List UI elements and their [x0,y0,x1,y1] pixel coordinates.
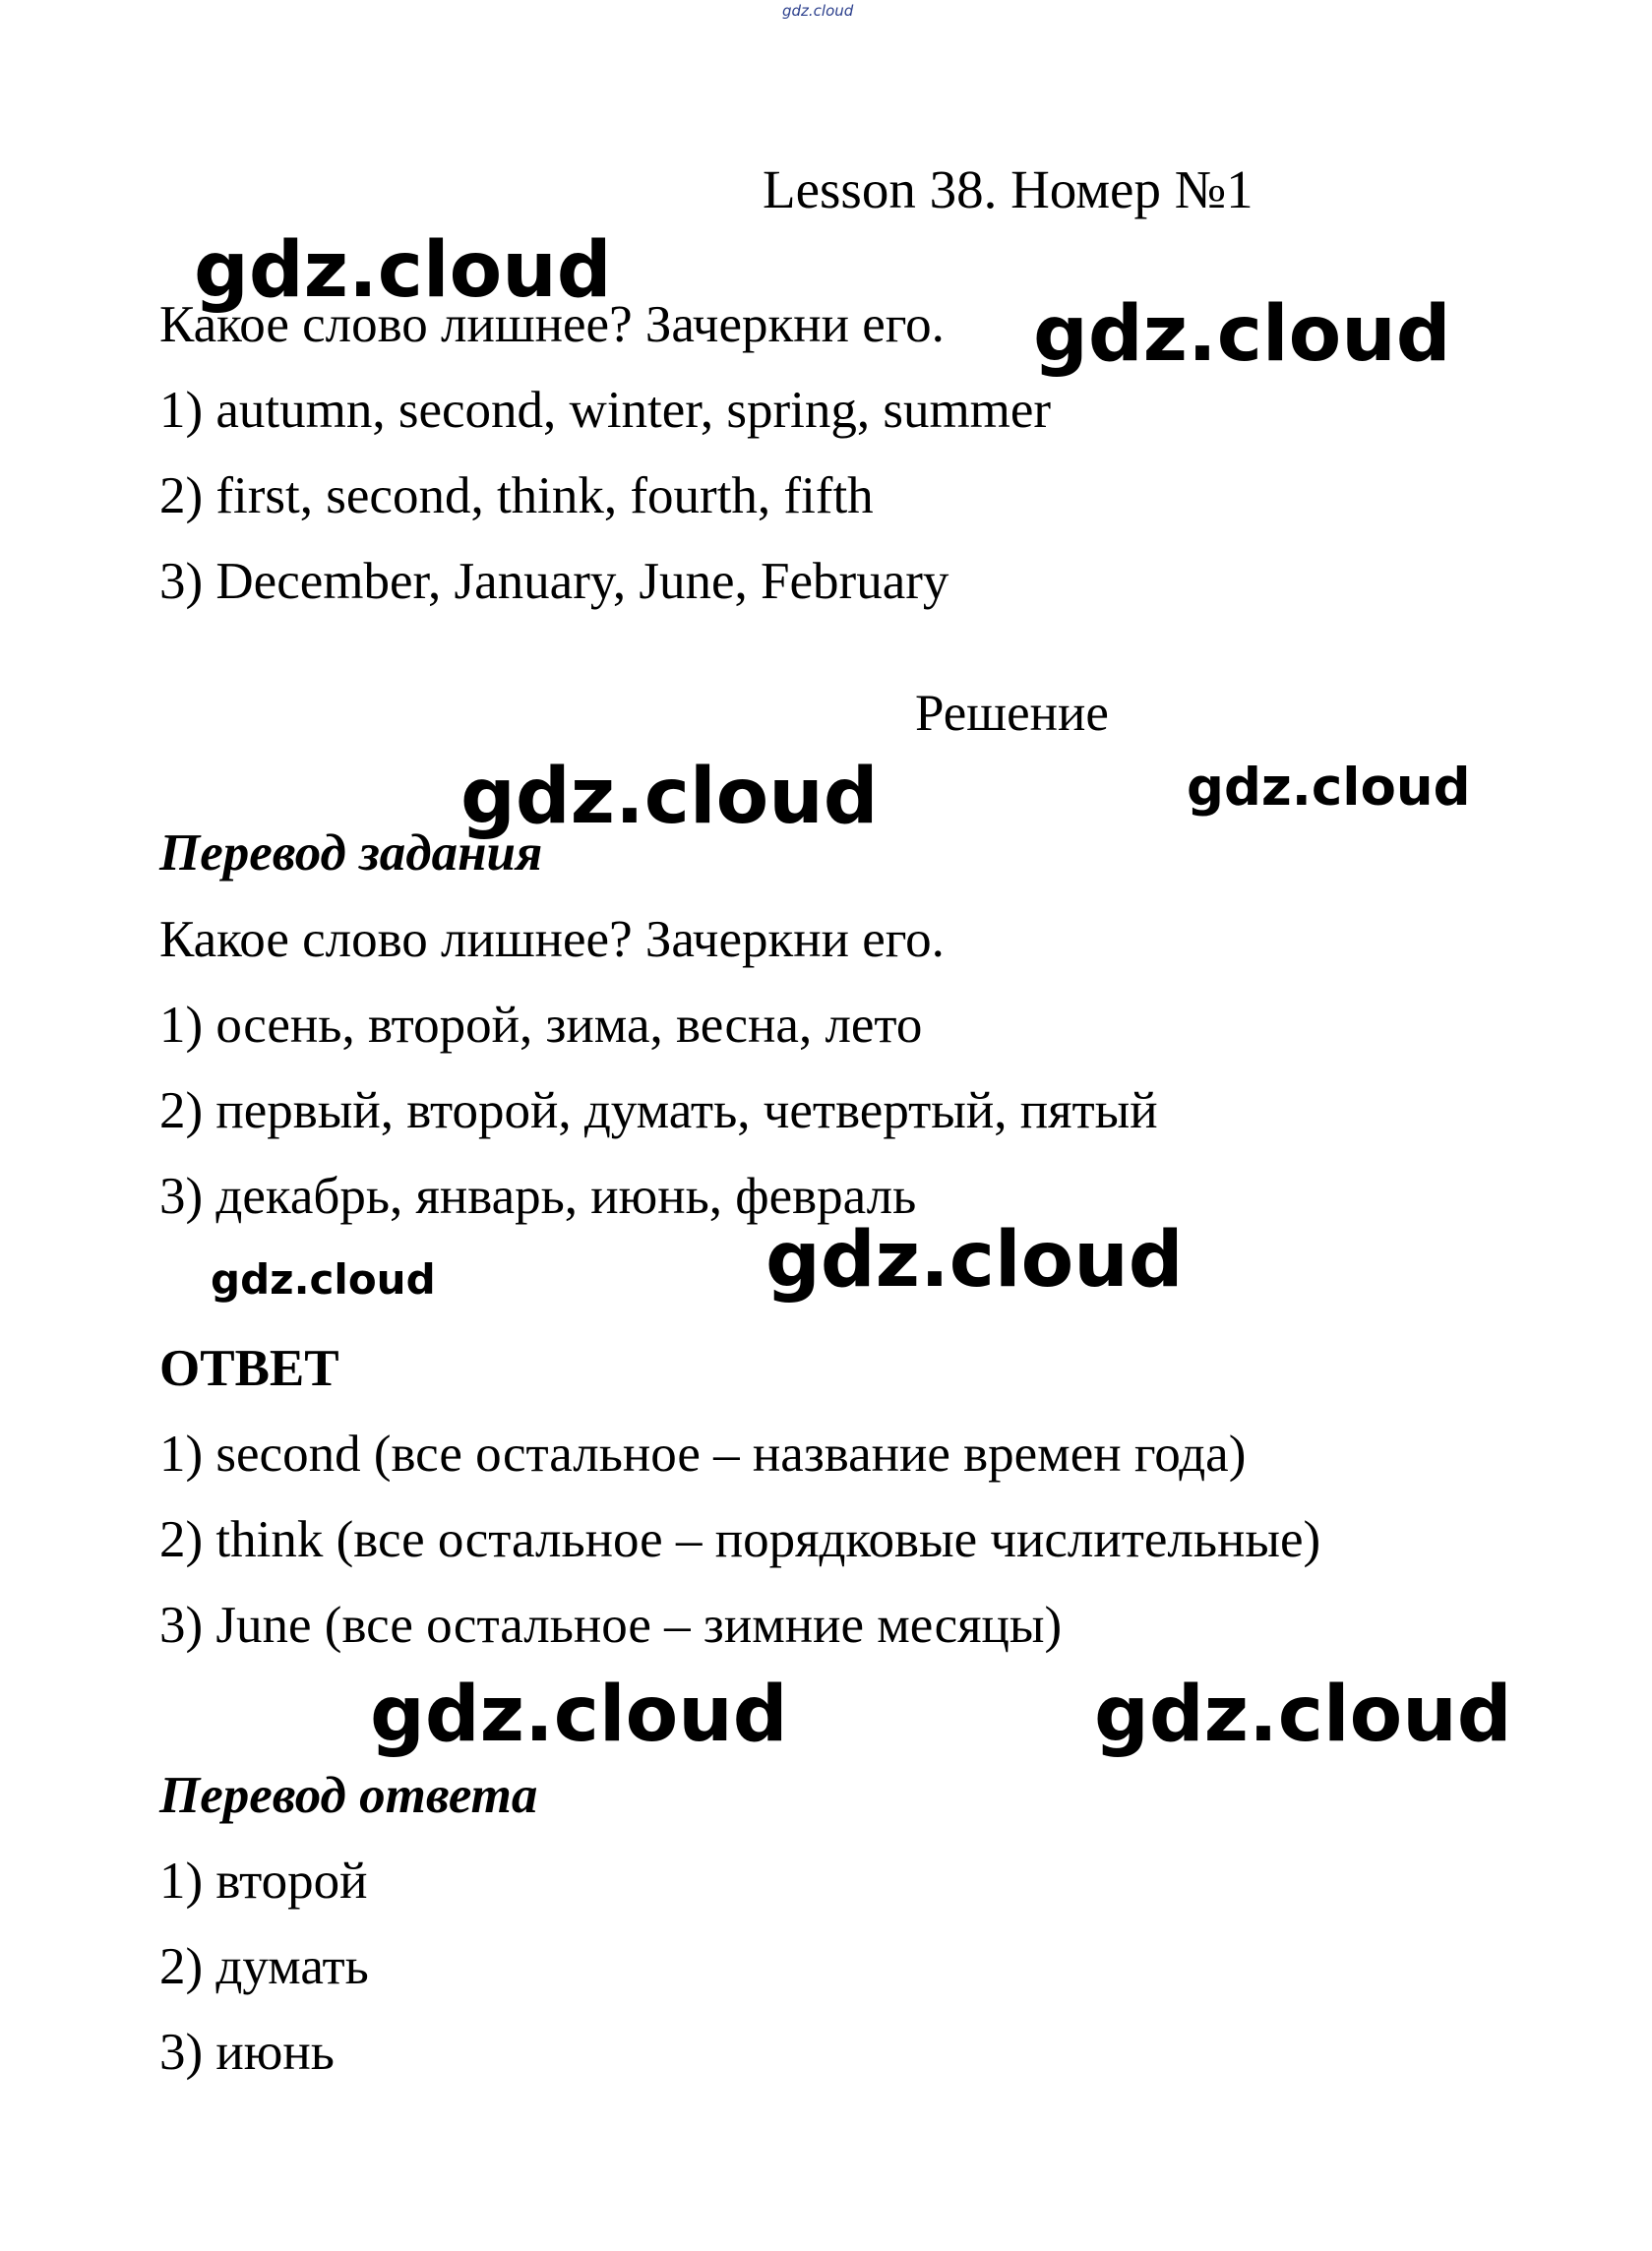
watermark: gdz.cloud [1187,758,1471,818]
top-watermark: gdz.cloud [782,2,854,20]
translation-task-heading: Перевод задания [159,824,543,882]
solution-heading: Решение [915,685,1109,742]
translation-task-prompt: Какое слово лишнее? Зачеркни его. [159,911,945,968]
answer-item: 1) second (все остальное – название времен года) [159,1426,1247,1483]
translation-task-item: 3) декабрь, январь, июнь, февраль [159,1168,917,1225]
lesson-title: Lesson 38. Номер №1 [763,159,1254,219]
watermark: gdz.cloud [211,1255,436,1304]
translation-task-item: 1) осень, второй, зима, весна, лето [159,997,923,1054]
translation-answer-item: 2) думать [159,1938,369,1995]
answer-heading: ОТВЕТ [159,1340,339,1397]
watermark: gdz.cloud [1033,290,1451,379]
translation-answer-item: 3) июнь [159,2024,335,2081]
watermark: gdz.cloud [370,1671,788,1759]
task-item: 2) first, second, think, fourth, fifth [159,467,874,524]
watermark: gdz.cloud [194,226,612,315]
answer-item: 2) think (все остальное – порядковые числительные) [159,1511,1321,1568]
task-prompt: Какое слово лишнее? Зачеркни его. [159,296,945,353]
task-item: 3) December, January, June, February [159,553,949,610]
watermark: gdz.cloud [460,753,879,841]
translation-task-item: 2) первый, второй, думать, четвертый, пятый [159,1082,1158,1139]
answer-item: 3) June (все остальное – зимние месяцы) [159,1597,1063,1654]
translation-answer-heading: Перевод ответа [159,1767,538,1824]
translation-answer-item: 1) второй [159,1853,368,1910]
watermark: gdz.cloud [1094,1671,1512,1759]
watermark: gdz.cloud [765,1216,1184,1305]
task-item: 1) autumn, second, winter, spring, summer [159,382,1052,439]
